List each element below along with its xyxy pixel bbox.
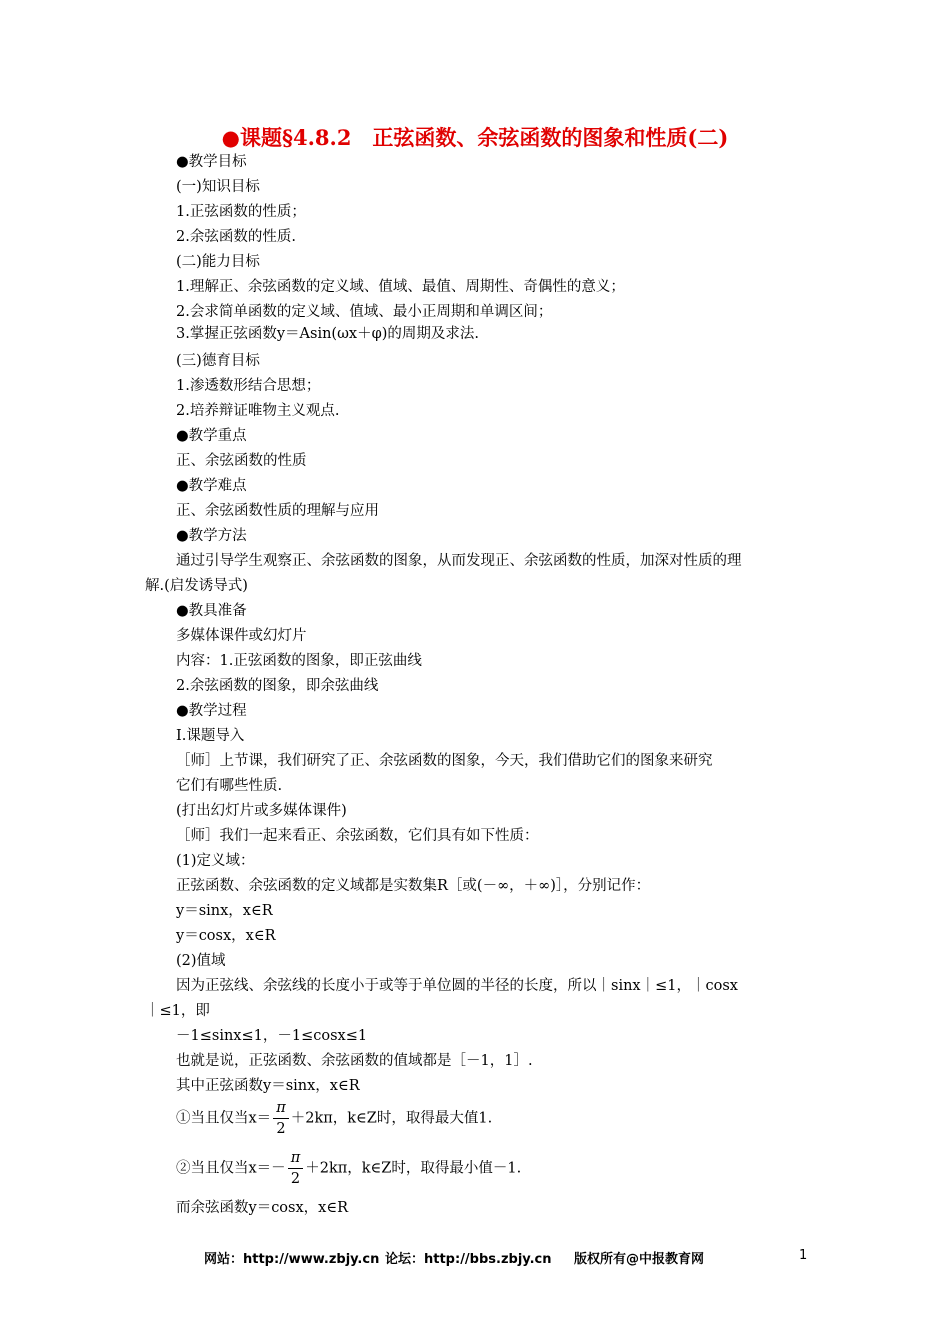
fraction-denominator: 2 — [276, 1121, 286, 1137]
text-line: 正弦函数、余弦函数的定义域都是实数集R［或(－∞，＋∞)］，分别记作： — [176, 878, 651, 894]
text-line: y＝sinx，x∈R — [176, 903, 273, 919]
text-line: (打出幻灯片或多媒体课件) — [176, 803, 347, 819]
text-line: 其中正弦函数y＝sinx，x∈R — [176, 1078, 360, 1094]
min-value-line — [176, 1148, 521, 1189]
fraction-pi-over-2 — [273, 1098, 289, 1139]
text-line: 2.余弦函数的性质. — [176, 229, 296, 245]
text-line: －1≤sinx≤1，－1≤cosx≤1 — [176, 1028, 368, 1044]
max-line-prefix: ①当且仅当x＝ — [176, 1110, 272, 1127]
text-line: 多媒体课件或幻灯片 — [176, 628, 307, 644]
footer-forum-link[interactable]: 论坛：http://bbs.zbjy.cn — [385, 1252, 552, 1267]
text-line: 也就是说，正弦函数、余弦函数的值域都是［－1，1］. — [176, 1053, 533, 1069]
text-line: ●教具准备 — [176, 603, 247, 619]
text-line: 正、余弦函数的性质 — [176, 453, 307, 469]
fraction-numerator: π — [288, 1148, 304, 1169]
max-value-line — [176, 1098, 492, 1139]
text-line: ［师］我们一起来看正、余弦函数，它们具有如下性质： — [176, 828, 539, 844]
text-line: (二)能力目标 — [176, 254, 260, 270]
min-line-suffix: ＋2kπ，k∈Z时，取得最小值－1. — [305, 1160, 522, 1177]
min-line-prefix: ②当且仅当x＝－ — [176, 1160, 286, 1177]
footer-site-link[interactable]: 网站：http://www.zbjy.cn — [204, 1252, 380, 1267]
text-line: (2)值域 — [176, 953, 226, 969]
text-line: (1)定义域： — [176, 853, 255, 869]
lesson-title: ●课题§4.8.2 正弦函数、余弦函数的图象和性质(二) — [221, 125, 729, 150]
text-line: 正、余弦函数性质的理解与应用 — [176, 503, 379, 519]
text-line: 1.正弦函数的性质； — [176, 204, 306, 220]
text-line: 而余弦函数y＝cosx，x∈R — [176, 1200, 348, 1216]
text-line: (一)知识目标 — [176, 179, 260, 195]
text-line: 解.(启发诱导式) — [145, 578, 248, 594]
footer-copyright: 版权所有@中报教育网 — [574, 1252, 705, 1267]
text-line: 因为正弦线、余弦线的长度小于或等于单位圆的半径的长度，所以｜sinx｜≤1，｜cosx — [176, 978, 738, 994]
text-line: Ⅰ.课题导入 — [176, 728, 245, 744]
fraction-denominator: 2 — [290, 1171, 301, 1187]
text-line: 1.渗透数形结合思想； — [176, 378, 321, 394]
text-line: ●教学目标 — [176, 154, 247, 170]
text-line: ●教学重点 — [176, 428, 247, 444]
max-line-suffix: ＋2kπ，k∈Z时，取得最大值1. — [290, 1110, 493, 1127]
text-line: 2.余弦函数的图象，即余弦曲线 — [176, 678, 379, 694]
text-line: ［师］上节课，我们研究了正、余弦函数的图象，今天，我们借助它们的图象来研究 — [176, 753, 713, 769]
text-line: 3.掌握正弦函数y＝Asin(ωx＋φ)的周期及求法. — [176, 326, 479, 342]
text-line: 通过引导学生观察正、余弦函数的图象，从而发现正、余弦函数的性质，加深对性质的理 — [176, 553, 742, 569]
text-line: ●教学过程 — [176, 703, 247, 719]
text-line: 内容：1.正弦函数的图象，即正弦曲线 — [176, 653, 422, 669]
text-line: 它们有哪些性质. — [176, 778, 283, 794]
text-line: y＝cosx，x∈R — [176, 928, 276, 944]
fraction-pi-over-2 — [288, 1148, 304, 1189]
text-line: 1.理解正、余弦函数的定义域、值域、最值、周期性、奇偶性的意义； — [176, 279, 625, 295]
text-line: 2.培养辩证唯物主义观点. — [176, 403, 340, 419]
text-line: ●教学方法 — [176, 528, 247, 544]
page-number: 1 — [799, 1248, 808, 1263]
text-line: ●教学难点 — [176, 478, 247, 494]
text-line: 2.会求简单函数的定义域、值域、最小正周期和单调区间； — [176, 304, 553, 320]
text-line: (三)德育目标 — [176, 353, 260, 369]
fraction-numerator: π — [273, 1098, 289, 1119]
text-line: ｜≤1，即 — [145, 1003, 210, 1019]
